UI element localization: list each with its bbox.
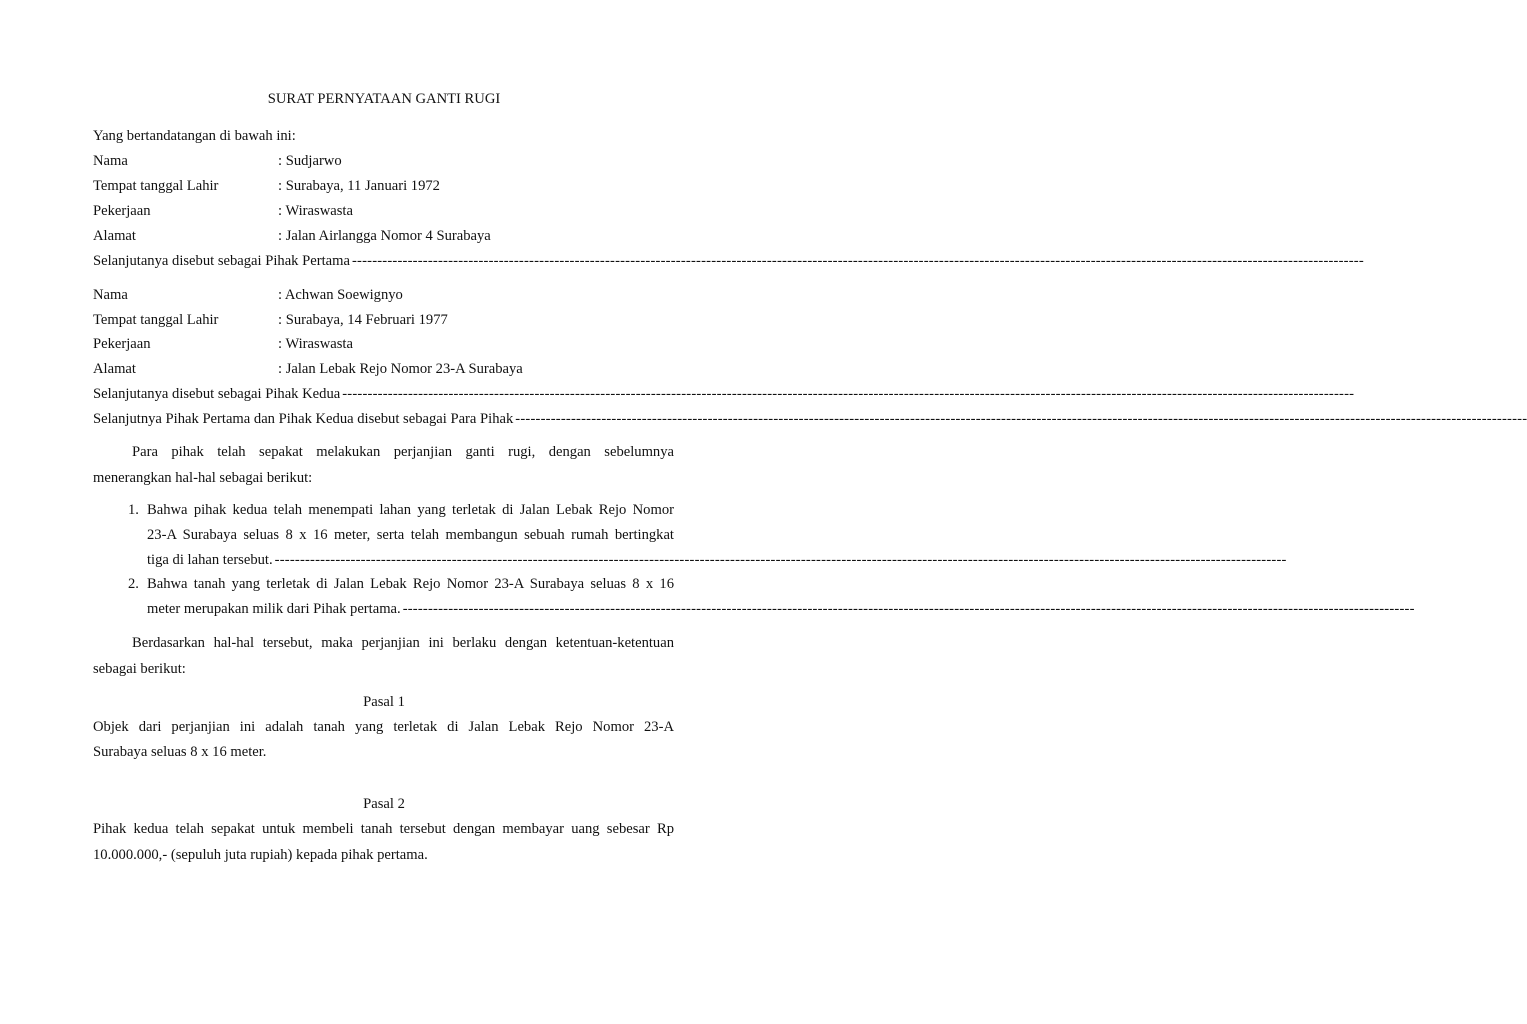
party1-name-value: : Sudjarwo bbox=[278, 153, 342, 169]
party1-row-birth bbox=[93, 176, 674, 198]
point2-line1: Bahwa tanah yang terletak di Jalan Lebak Rejo Nomor 23-A Surabaya seluas 8 x 16 bbox=[147, 576, 674, 592]
point1-number: 1. bbox=[128, 502, 139, 518]
party2-designation bbox=[93, 384, 1355, 406]
dash-leader: -------------------------------------------------------------------------------------------------------------------------------------------------------------------------------------------------------- bbox=[342, 386, 1355, 402]
party2-birth-label: Tempat tanggal Lahir bbox=[93, 312, 219, 328]
article2-heading: Pasal 2 bbox=[363, 796, 405, 812]
party2-address-value: : Jalan Lebak Rejo Nomor 23-A Surabaya bbox=[278, 361, 523, 377]
party2-birth-value: : Surabaya, 14 Februari 1977 bbox=[278, 312, 448, 328]
point1-line1: Bahwa pihak kedua telah menempati lahan yang terletak di Jalan Lebak Rejo Nomor bbox=[147, 502, 674, 518]
dash-leader: -------------------------------------------------------------------------------------------------------------------------------------------------------------------------------------------------------- bbox=[274, 552, 1287, 568]
article2-line1: Pihak kedua telah sepakat untuk membeli tanah tersebut dengan membayar uang sebesar Rp bbox=[93, 821, 674, 837]
party1-row-job bbox=[93, 201, 674, 223]
party1-name-label: Nama bbox=[93, 153, 128, 169]
parties-designation bbox=[93, 409, 1527, 431]
agreement-intro-line1: Para pihak telah sepakat melakukan perjanjian ganti rugi, dengan sebelumnya bbox=[132, 444, 674, 460]
agreement-intro-line2: menerangkan hal-hal sebagai berikut: bbox=[93, 470, 313, 486]
party2-row-job bbox=[93, 334, 674, 356]
dash-leader: -------------------------------------------------------------------------------------------------------------------------------------------------------------------------------------------------------- bbox=[351, 253, 1364, 269]
party1-birth-label: Tempat tanggal Lahir bbox=[93, 178, 219, 194]
dash-leader: -------------------------------------------------------------------------------------------------------------------------------------------------------------------------------------------------------- bbox=[402, 601, 1415, 617]
point1-line3 bbox=[147, 550, 1287, 570]
document-title: SURAT PERNYATAAN GANTI RUGI bbox=[267, 91, 501, 107]
point2-line2-text: meter merupakan milik dari Pihak pertama. bbox=[147, 601, 401, 617]
party1-birth-value: : Surabaya, 11 Januari 1972 bbox=[278, 178, 440, 194]
basis-line1: Berdasarkan hal-hal tersebut, maka perjanjian ini berlaku dengan ketentuan-ketentuan bbox=[132, 635, 674, 651]
party1-job-value: : Wiraswasta bbox=[278, 203, 353, 219]
party1-job-label: Pekerjaan bbox=[93, 203, 151, 219]
point2-number: 2. bbox=[128, 576, 139, 592]
point2-line2 bbox=[147, 599, 1415, 619]
party1-designation-text: Selanjutanya disebut sebagai Pihak Pertama bbox=[93, 253, 350, 269]
party2-designation-text: Selanjutanya disebut sebagai Pihak Kedua bbox=[93, 386, 341, 402]
article2-line2: 10.000.000,- (sepuluh juta rupiah) kepada pihak pertama. bbox=[93, 847, 428, 863]
party2-name-value: : Achwan Soewignyo bbox=[278, 287, 403, 303]
party1-designation bbox=[93, 251, 1364, 273]
party1-row-name bbox=[93, 151, 674, 173]
basis-line2: sebagai berikut: bbox=[93, 661, 186, 677]
party1-address-value: : Jalan Airlangga Nomor 4 Surabaya bbox=[278, 228, 491, 244]
party2-row-name bbox=[93, 285, 674, 307]
party1-address-label: Alamat bbox=[93, 228, 136, 244]
article1-line1: Objek dari perjanjian ini adalah tanah yang terletak di Jalan Lebak Rejo Nomor 23-A bbox=[93, 719, 674, 735]
party2-row-address bbox=[93, 359, 674, 381]
article1-heading: Pasal 1 bbox=[363, 694, 405, 710]
party1-row-address bbox=[93, 226, 674, 248]
party2-name-label: Nama bbox=[93, 287, 128, 303]
party2-job-label: Pekerjaan bbox=[93, 336, 151, 352]
party2-job-value: : Wiraswasta bbox=[278, 336, 353, 352]
parties-designation-text: Selanjutnya Pihak Pertama dan Pihak Kedua disebut sebagai Para Pihak bbox=[93, 411, 514, 427]
intro-text: Yang bertandatangan di bawah ini: bbox=[93, 128, 296, 144]
article1-line2: Surabaya seluas 8 x 16 meter. bbox=[93, 744, 267, 760]
dash-leader: -------------------------------------------------------------------------------------------------------------------------------------------------------------------------------------------------------- bbox=[515, 411, 1527, 427]
point1-line3-text: tiga di lahan tersebut. bbox=[147, 552, 273, 568]
party2-row-birth bbox=[93, 310, 674, 332]
point1-line2: 23-A Surabaya seluas 8 x 16 meter, serta telah membangun sebuah rumah bertingkat bbox=[147, 527, 674, 543]
party2-address-label: Alamat bbox=[93, 361, 136, 377]
